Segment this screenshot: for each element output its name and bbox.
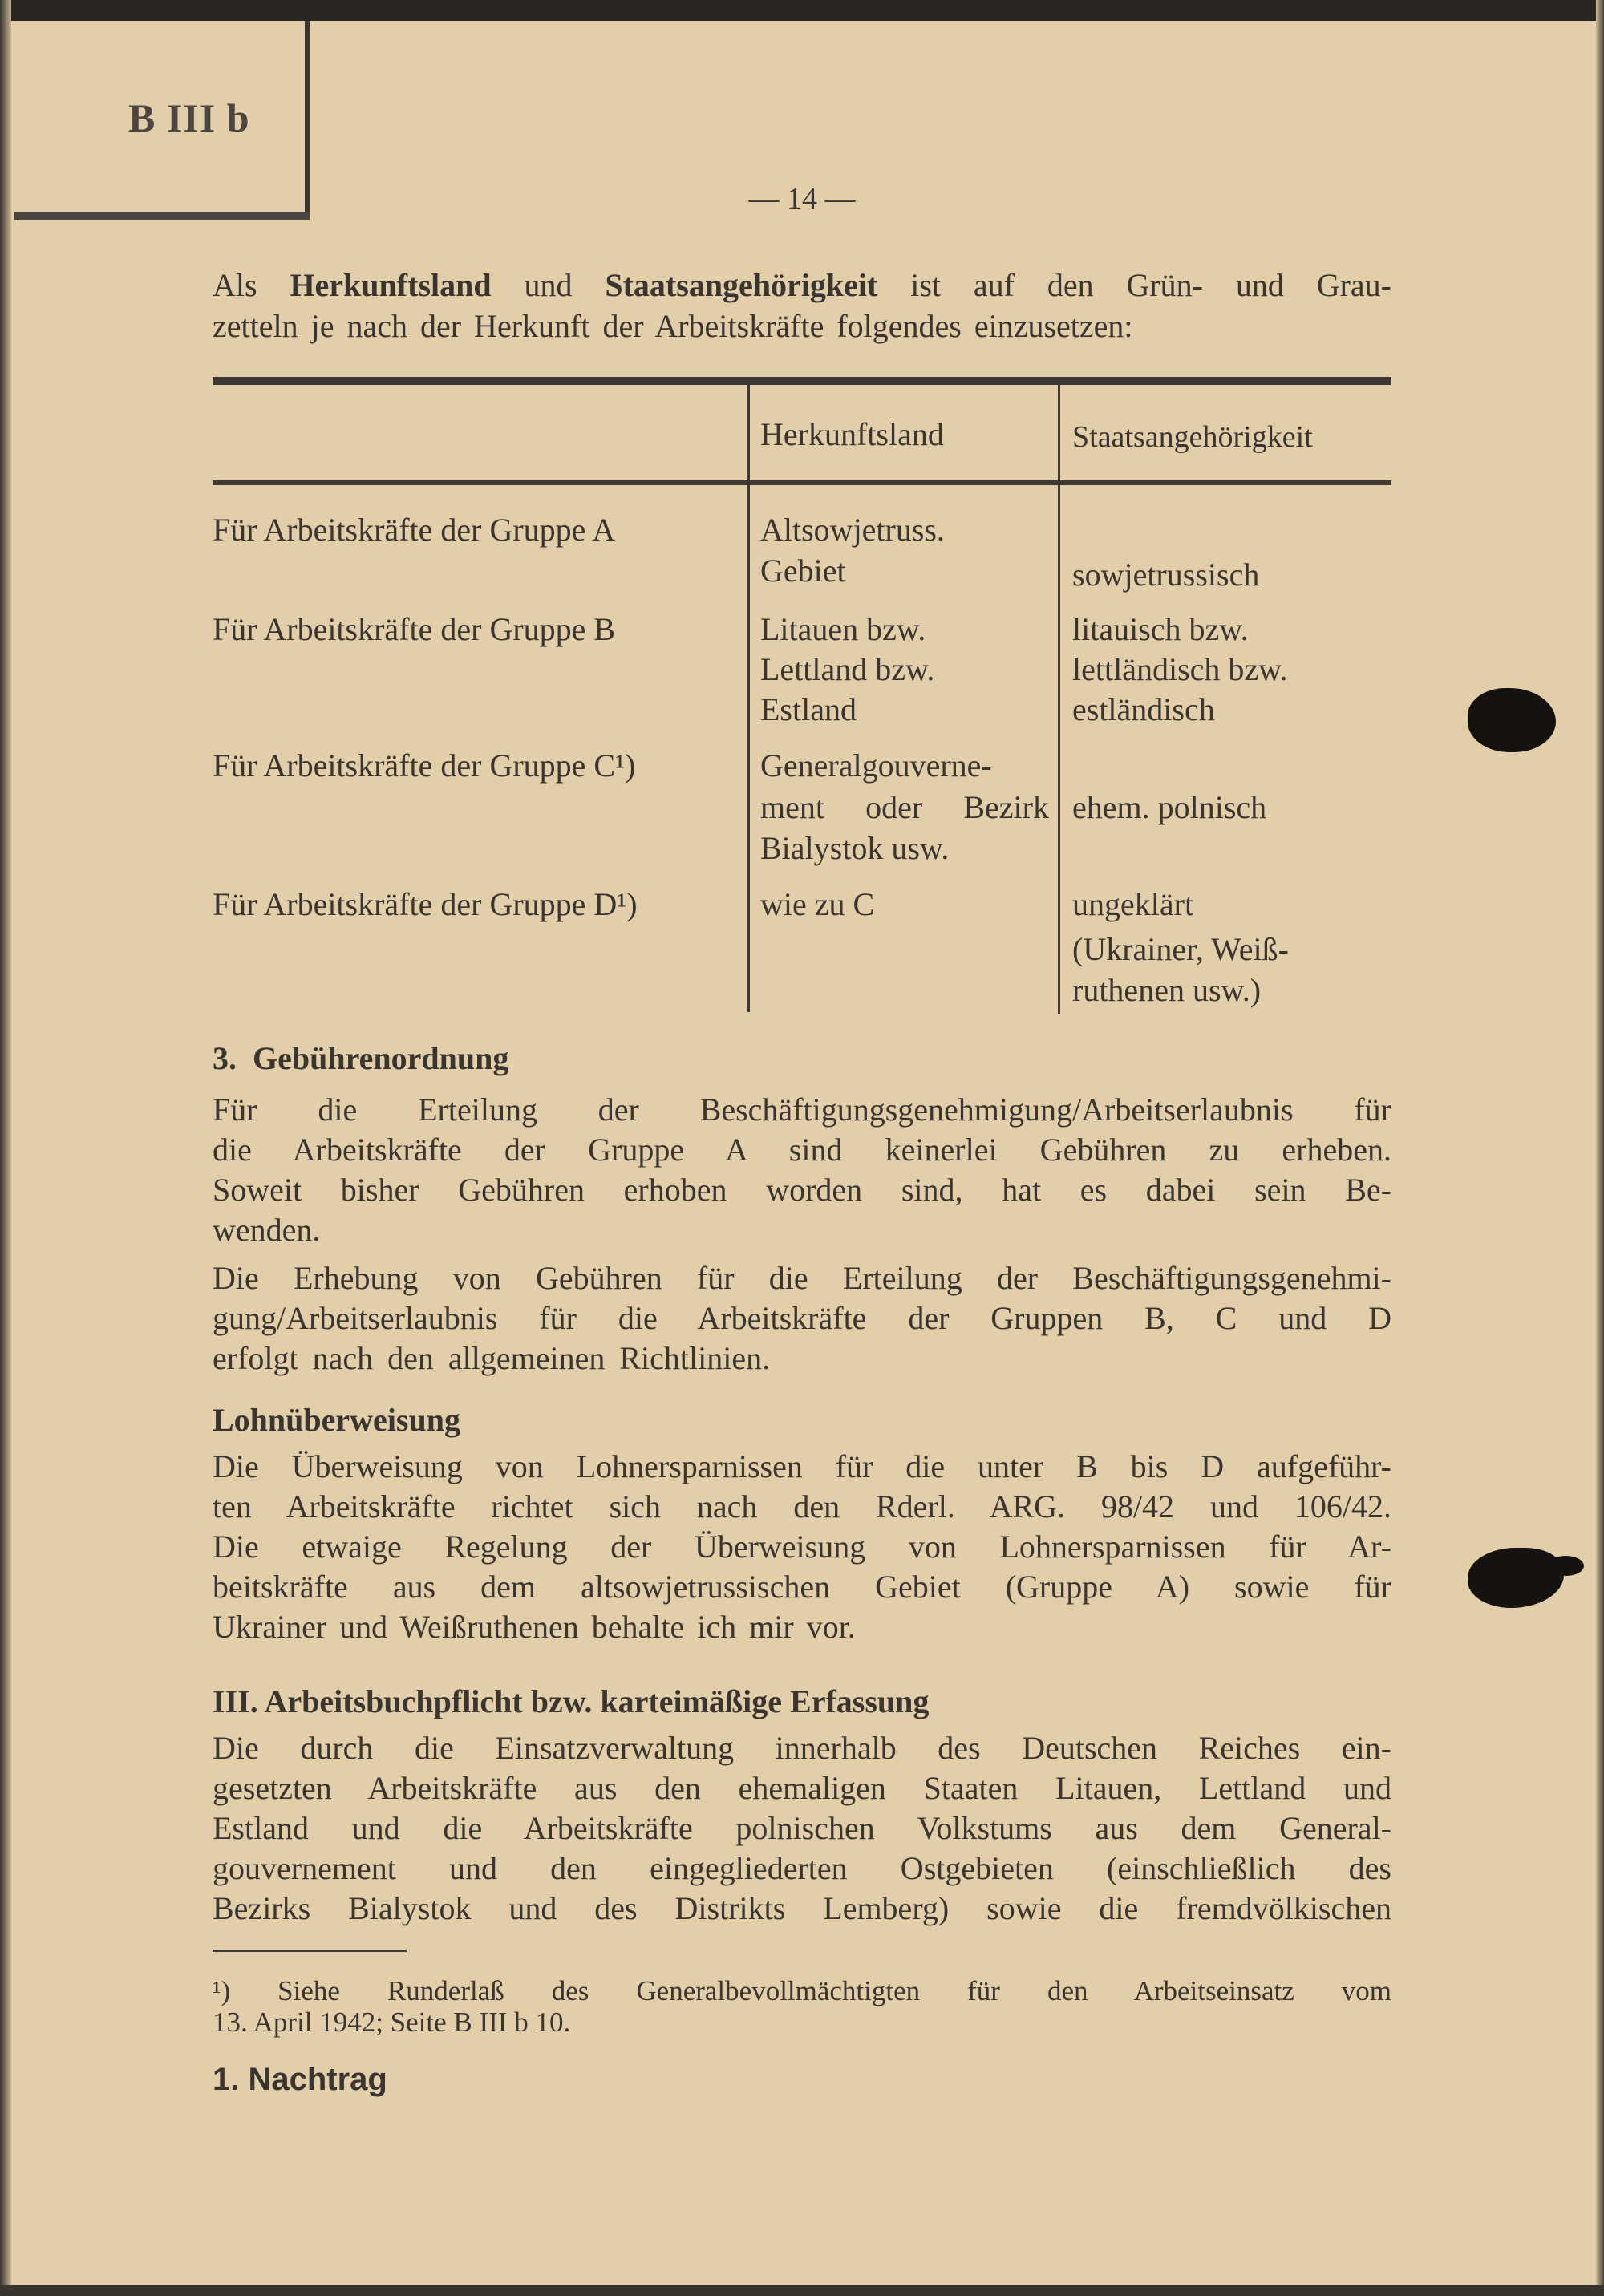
- table-top-rule: [213, 377, 1391, 385]
- header-herkunftsland: Herkunftsland: [760, 416, 944, 452]
- table-header-rule: [213, 480, 1391, 485]
- staat-c-1: ehem. polnisch: [1072, 789, 1267, 825]
- ink-blot: [1468, 688, 1556, 752]
- page-number: — 14 —: [748, 182, 856, 216]
- row-label-c: Für Arbeitskräfte der Gruppe C¹): [213, 747, 636, 784]
- s3-p1-line: die Arbeitskräfte der Gruppe A sind keinerlei Gebühren zu erheben.: [213, 1132, 1391, 1168]
- herkunft-c-1: Generalgouverne-: [760, 747, 992, 784]
- header-staatsangehoerigkeit: Staatsangehörigkeit: [1072, 420, 1313, 454]
- section-tab-label: B III b: [128, 95, 250, 140]
- staat-b-2: lettländisch bzw.: [1072, 651, 1288, 687]
- staat-b-1: litauisch bzw.: [1072, 611, 1249, 647]
- intro-line-1: Als Herkunftsland und Staatsangehörigkeit ist auf den Grün- und Grau-: [213, 267, 1391, 303]
- s-iii-line: gesetzten Arbeitskräfte aus den ehemaligen Staaten Litauen, Lettland und: [213, 1770, 1391, 1806]
- s3-p1-line: Soweit bisher Gebühren erhoben worden sind, hat es dabei sein Be-: [213, 1172, 1391, 1208]
- staat-d-3: ruthenen usw.): [1072, 972, 1262, 1008]
- lohn-line: beitskräfte aus dem altsowjetrussischen Gebiet (Gruppe A) sowie für: [213, 1569, 1391, 1605]
- lohn-line: Die etwaige Regelung der Überweisung von Lohnersparnissen für Ar-: [213, 1529, 1391, 1565]
- footnote-line-2: 13. April 1942; Seite B III b 10.: [213, 2006, 571, 2038]
- lohn-line: ten Arbeitskräfte richtet sich nach den Rderl. ARG. 98/42 und 106/42.: [213, 1488, 1391, 1525]
- herkunft-b-2: Lettland bzw.: [760, 651, 935, 687]
- herkunft-a-1: Altsowjetruss.: [760, 512, 945, 548]
- s3-p1-line: wenden.: [213, 1212, 321, 1248]
- herkunft-b-1: Litauen bzw.: [760, 611, 926, 647]
- s3-p2-line: gung/Arbeitserlaubnis für die Arbeitskräfte der Gruppen B, C und D: [213, 1300, 1391, 1336]
- s-iii-line: Bezirks Bialystok und des Distrikts Lemberg) sowie die fremdvölkischen: [213, 1890, 1391, 1926]
- table-column-divider-1: [747, 383, 750, 1012]
- s3-p2-line: erfolgt nach den allgemeinen Richtlinien.: [213, 1340, 771, 1376]
- row-label-a: Für Arbeitskräfte der Gruppe A: [213, 512, 616, 548]
- section-3-heading: 3. Gebührenordnung: [213, 1040, 509, 1076]
- intro-line-2: zetteln je nach der Herkunft der Arbeitskräfte folgendes einzusetzen:: [213, 308, 1133, 344]
- tab-box-vertical-rule: [305, 21, 310, 218]
- herkunft-b-3: Estland: [760, 691, 857, 727]
- row-label-b: Für Arbeitskräfte der Gruppe B: [213, 611, 616, 647]
- tab-box-horizontal-rule: [14, 212, 310, 220]
- row-label-d: Für Arbeitskräfte der Gruppe D¹): [213, 886, 638, 922]
- footnote-rule: [213, 1950, 407, 1952]
- scan-border-top: [0, 0, 1604, 21]
- ink-blot: [1548, 1556, 1584, 1576]
- scan-border-right: [1596, 0, 1604, 2296]
- s-iii-line: Die durch die Einsatzverwaltung innerhalb des Deutschen Reiches ein-: [213, 1730, 1391, 1766]
- herkunft-c-3: Bialystok usw.: [760, 830, 950, 866]
- lohn-line: Ukrainer und Weißruthenen behalte ich mir vor.: [213, 1609, 856, 1645]
- lohn-line: Die Überweisung von Lohnersparnissen für die unter B bis D aufgeführ-: [213, 1448, 1391, 1484]
- staat-a-1: sowjetrussisch: [1072, 557, 1260, 593]
- supplement-label: 1. Nachtrag: [213, 2062, 387, 2097]
- scan-border-bottom: [0, 2285, 1604, 2296]
- lohn-heading: Lohnüberweisung: [213, 1402, 460, 1438]
- table-column-divider-2: [1058, 383, 1060, 1014]
- scan-border-left: [0, 0, 11, 2296]
- staat-d-2: (Ukrainer, Weiß-: [1072, 931, 1289, 967]
- staat-b-3: estländisch: [1072, 691, 1215, 727]
- s3-p1-line: Für die Erteilung der Beschäftigungsgenehmigung/Arbeitserlaubnis für: [213, 1091, 1391, 1128]
- herkunft-c-2: ment oder Bezirk: [760, 789, 1049, 825]
- staat-d-1: ungeklärt: [1072, 886, 1194, 922]
- herkunft-d-1: wie zu C: [760, 886, 875, 922]
- s3-p2-line: Die Erhebung von Gebühren für die Erteilung der Beschäftigungsgenehmi-: [213, 1260, 1391, 1296]
- ink-blot: [1468, 1548, 1564, 1608]
- s-iii-line: Estland und die Arbeitskräfte polnischen Volkstums aus dem General-: [213, 1810, 1391, 1846]
- footnote-line-1: ¹) Siehe Runderlaß des Generalbevollmächtigten für den Arbeitseinsatz vom: [213, 1975, 1392, 2006]
- herkunft-a-2: Gebiet: [760, 553, 846, 589]
- section-iii-heading: III. Arbeitsbuchpflicht bzw. karteimäßige Erfassung: [213, 1683, 930, 1719]
- s-iii-line: gouvernement und den eingegliederten Ostgebieten (einschließlich des: [213, 1850, 1391, 1886]
